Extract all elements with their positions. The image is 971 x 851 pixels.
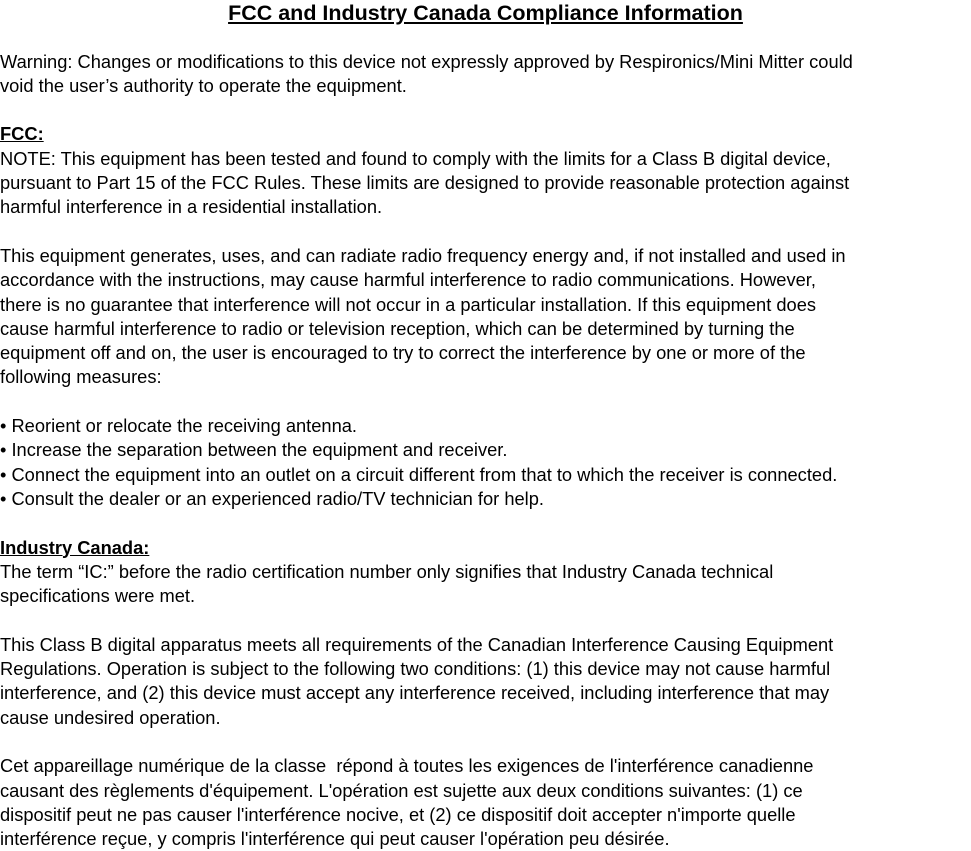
ic-english-paragraph [0,633,971,730]
ic-french-paragraph [0,754,971,851]
text-line: Regulations. Operation is subject to the following two conditions: (1) this device may not cause harmful [0,658,831,680]
text-line: interference, and (2) this device must accept any interference received, including interference that may [0,682,830,704]
text-line: Cet appareillage numérique de la classe répond à toutes les exigences de l'interférence canadienne [0,755,814,777]
text-line: cause harmful interference to radio or television reception, which can be determined by turning the [0,317,795,339]
fcc-heading: FCC: [0,123,44,145]
text-line: Warning: Changes or modifications to this device not expressly approved by Respironics/Mini Mitter could [0,50,853,72]
text-line: specifications were met. [0,585,196,607]
text-line: interférence reçue, y compris l'interférence qui peut causer l'opération peu désirée. [0,828,670,850]
text-line: void the user’s authority to operate the equipment. [0,74,407,96]
list-item: • Reorient or relocate the receiving antenna. [0,415,358,437]
text-line: there is no guarantee that interference will not occur in a particular installation. If this equipment does [0,293,817,315]
document-title: FCC and Industry Canada Compliance Information [228,1,743,25]
text-line: equipment off and on, the user is encouraged to try to correct the interference by one or more of the [0,342,806,364]
list-item: • Connect the equipment into an outlet on a circuit different from that to which the receiver is connected. [0,463,838,485]
industry-canada-heading: Industry Canada: [0,536,150,558]
list-item: • Consult the dealer or an experienced radio/TV technician for help. [0,487,544,509]
text-line: accordance with the instructions, may cause harmful interference to radio communications. However, [0,269,816,291]
fcc-note-paragraph [0,147,971,220]
text-line: The term “IC:” before the radio certification number only signifies that Industry Canada technical [0,560,774,582]
ic-term-paragraph [0,560,971,609]
warning-paragraph [0,50,971,99]
text-line: dispositif peut ne pas causer l'interférence nocive, et (2) ce dispositif doit accepter n'importe quelle [0,803,796,825]
text-line: causant des règlements d'équipement. L'opération est sujette aux deux conditions suivantes: (1) ce [0,779,803,801]
measures-list [0,414,971,511]
text-line: pursuant to Part 15 of the FCC Rules. These limits are designed to provide reasonable protection against [0,172,850,194]
list-item: • Increase the separation between the equipment and receiver. [0,439,508,461]
text-line: following measures: [0,366,162,388]
text-line: cause undesired operation. [0,706,221,728]
text-line: harmful interference in a residential installation. [0,196,383,218]
text-line: This equipment generates, uses, and can radiate radio frequency energy and, if not installed and used in [0,244,846,266]
text-line: This Class B digital apparatus meets all requirements of the Canadian Interference Causing Equipment [0,633,834,655]
text-line: NOTE: This equipment has been tested and found to comply with the limits for a Class B digital device, [0,147,831,169]
fcc-interference-paragraph [0,244,971,390]
